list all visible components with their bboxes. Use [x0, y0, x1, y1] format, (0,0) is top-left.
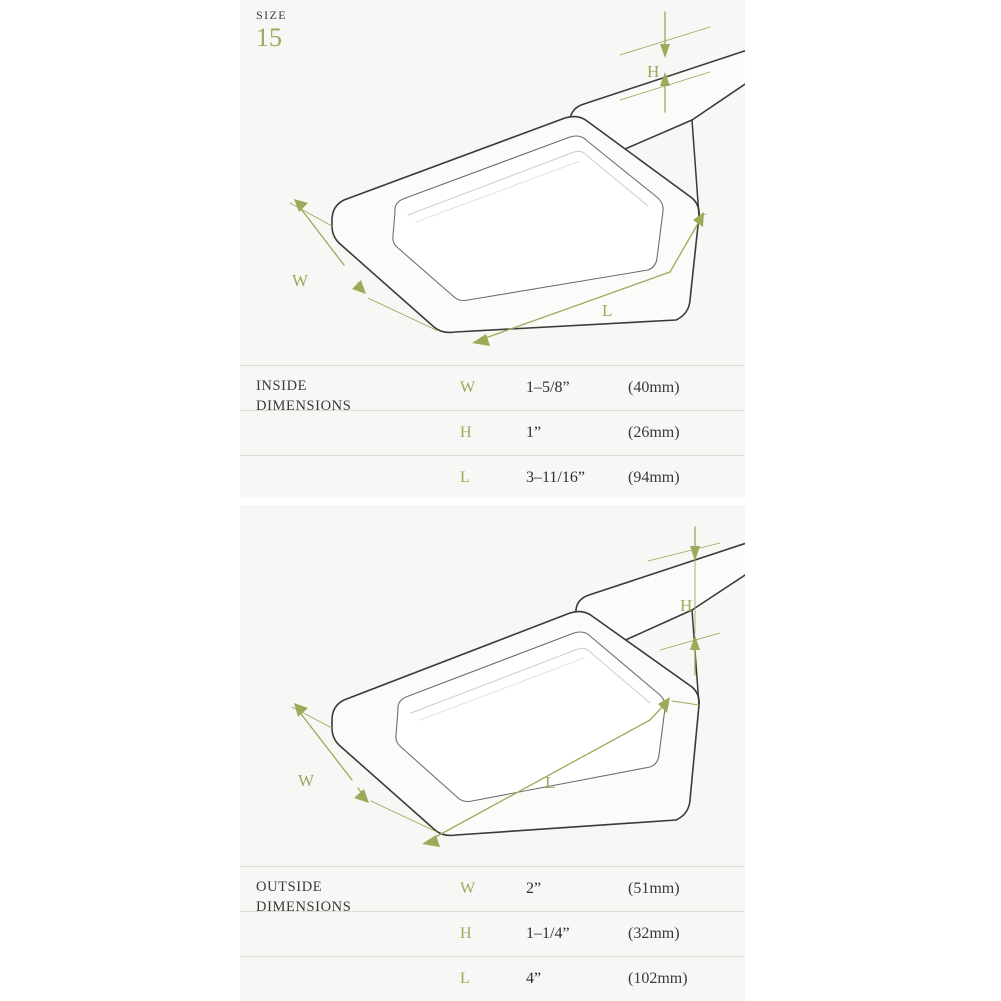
dim-key: H — [460, 925, 472, 942]
table-row — [240, 956, 745, 1001]
diagram-label-w-outside: W — [298, 771, 315, 790]
dim-key: H — [460, 424, 472, 441]
table-row — [240, 455, 745, 500]
inside-title-line2: DIMENSIONS — [256, 397, 352, 414]
diagram-label-l-outside: L — [545, 773, 556, 792]
dim-metric: (32mm) — [628, 925, 680, 942]
dim-metric: (51mm) — [628, 880, 680, 897]
right-margin — [745, 0, 1001, 1001]
diagram-label-l-inside: L — [602, 301, 613, 320]
dim-key: W — [460, 880, 476, 897]
dim-metric: (94mm) — [628, 469, 680, 486]
dim-imperial: 4” — [526, 970, 542, 987]
dim-imperial: 2” — [526, 880, 542, 897]
size-caption: SIZE — [256, 8, 287, 22]
inside-dimensions-table — [240, 365, 745, 500]
inside-dimensions-diagram — [240, 0, 745, 360]
dim-key: L — [460, 469, 470, 486]
table-row — [240, 911, 745, 956]
outside-title-line2: DIMENSIONS — [256, 898, 352, 915]
dim-metric: (40mm) — [628, 379, 680, 396]
size-header — [256, 8, 287, 53]
dim-imperial: 3–11/16” — [526, 469, 585, 486]
dim-metric: (102mm) — [628, 970, 688, 987]
outside-dimensions-table — [240, 866, 745, 1001]
table-row — [240, 866, 745, 911]
diagram-label-h-inside: H — [647, 62, 660, 81]
inside-title-line1: INSIDE — [256, 378, 308, 394]
diagram-label-w-inside: W — [292, 271, 309, 290]
table-row — [240, 365, 745, 410]
diagram-label-h-outside: H — [680, 596, 693, 615]
size-value: 15 — [256, 23, 282, 52]
dim-imperial: 1–5/8” — [526, 379, 570, 396]
dim-metric: (26mm) — [628, 424, 680, 441]
dim-imperial: 1–1/4” — [526, 925, 570, 942]
dim-key: W — [460, 379, 476, 396]
dim-imperial: 1” — [526, 424, 542, 441]
left-margin — [0, 0, 240, 1001]
table-row — [240, 410, 745, 455]
dim-key: L — [460, 970, 470, 987]
outside-dimensions-diagram — [240, 505, 745, 860]
outside-title-line1: OUTSIDE — [256, 879, 323, 895]
